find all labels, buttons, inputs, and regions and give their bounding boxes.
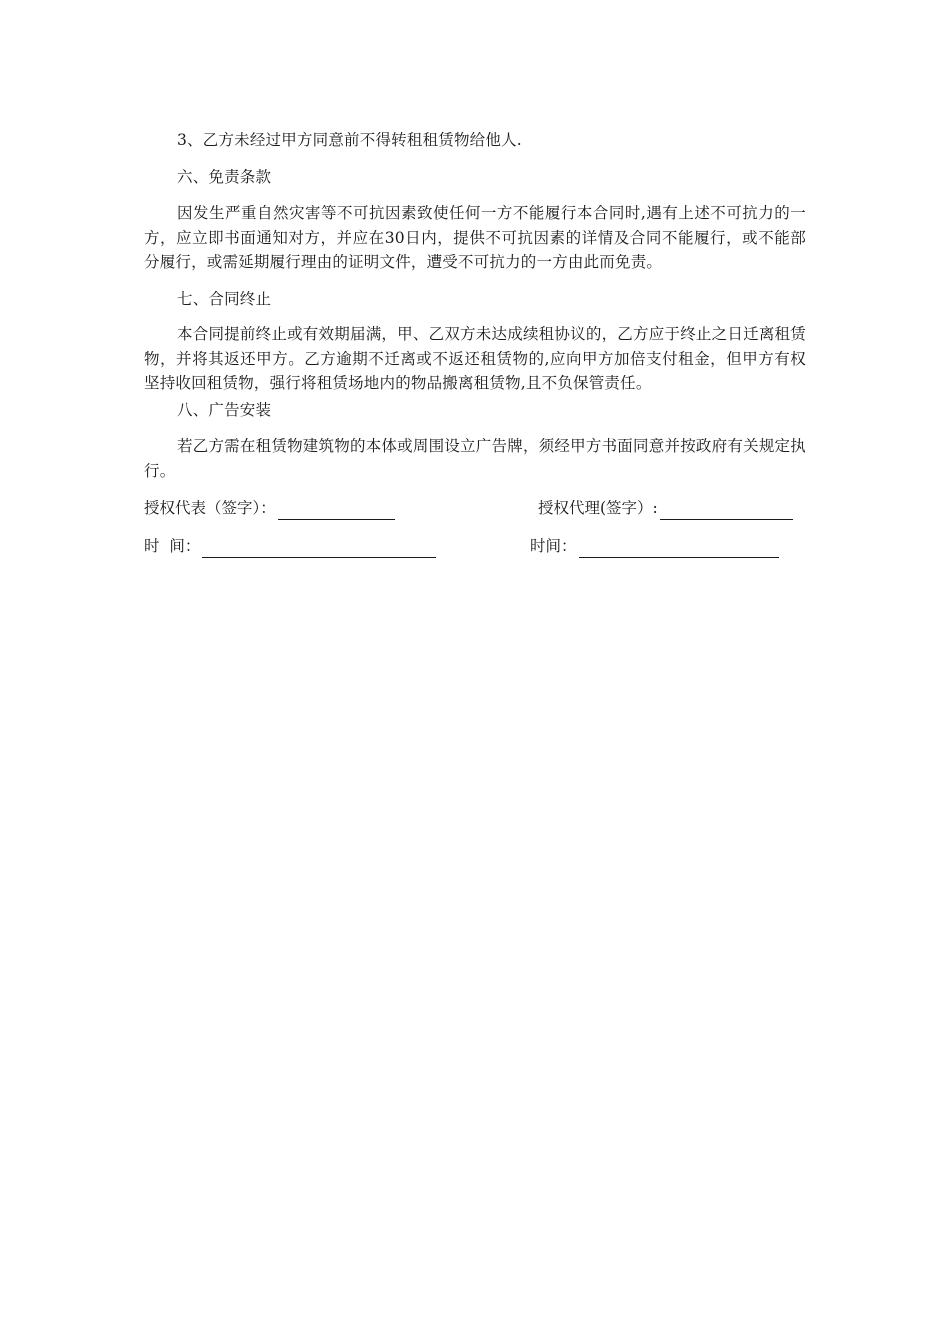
right-agent-signature-line <box>660 503 793 520</box>
section-8-title: 八、广告安装 <box>177 401 272 419</box>
right-time-line <box>579 541 779 558</box>
section-6-body: 因发生严重自然灾害等不可抗因素致使任何一方不能履行本合同时,遇有上述不可抗力的一方，应立即书面通知对方，并应在30日内，提供不可抗因素的详情及合同不能履行，或不能部分履行，或需延期履行理由的证明文件，遭受不可抗力的一方由此而免责。 <box>144 204 806 271</box>
left-representative-label: 授权代表（签字）： <box>144 499 276 517</box>
clause-item-3: 3、乙方未经过甲方同意前不得转租租赁物给他人. <box>177 131 522 149</box>
section-6-title: 六、免责条款 <box>177 168 272 186</box>
left-representative-signature <box>144 496 395 520</box>
section-8-body: 若乙方需在租赁物建筑物的本体或周围设立广告牌，须经甲方书面同意并按政府有关规定执行。 <box>144 437 806 480</box>
left-representative-signature-line <box>278 503 395 520</box>
left-time-field <box>144 534 436 558</box>
section-7-title: 七、合同终止 <box>177 290 272 308</box>
right-agent-label: 授权代理(签字）: <box>538 499 658 517</box>
right-time-label: 时间： <box>530 537 577 555</box>
right-time-field <box>530 534 779 558</box>
section-7-body: 本合同提前终止或有效期届满，甲、乙双方未达成续租协议的，乙方应于终止之日迁离租赁物，并将其返还甲方。乙方逾期不迁离或不返还租赁物的,应向甲方加倍支付租金，但甲方有权坚持收回租赁物，强行将租赁场地内的物品搬离租赁物,且不负保管责任。 <box>144 325 806 392</box>
right-agent-signature <box>538 496 793 520</box>
left-time-line <box>202 541 436 558</box>
left-time-label: 时 间： <box>144 537 201 555</box>
